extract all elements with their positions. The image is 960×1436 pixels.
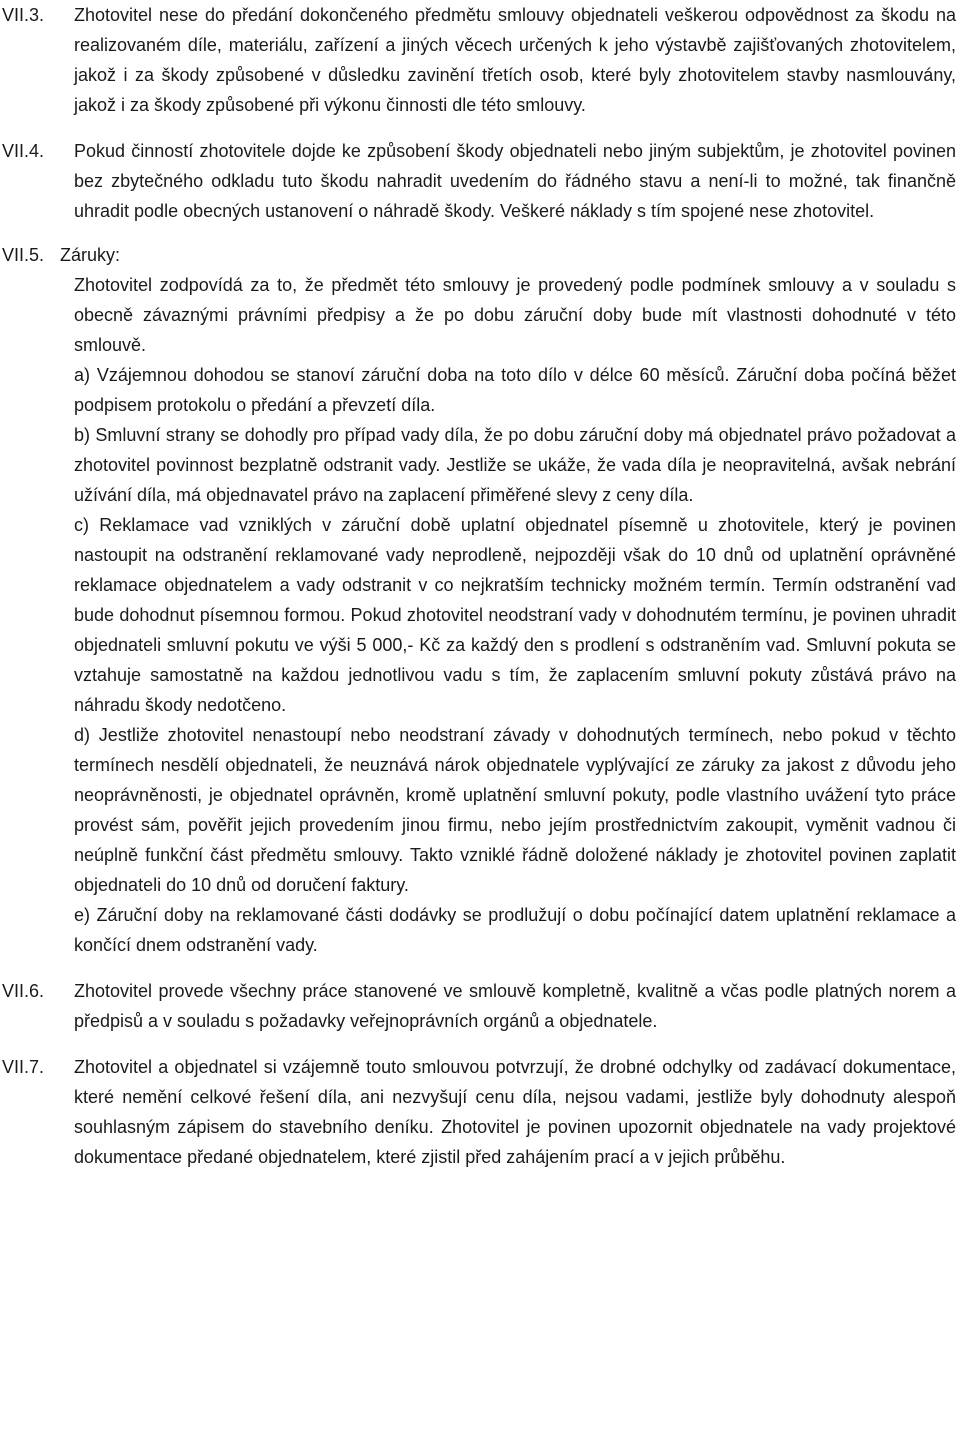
warranty-clause-a: a) Vzájemnou dohodou se stanoví záruční doba na toto dílo v délce 60 měsíců. Záruční doba počíná běžet podpisem protokolu o předání a převzetí díla.	[74, 365, 956, 415]
section-vii-4	[0, 136, 960, 226]
section-number: VII.4.	[2, 141, 45, 161]
section-number: VII.7.	[2, 1057, 45, 1077]
section-paragraph: Zhotovitel provede všechny práce stanovené ve smlouvě kompletně, kvalitně a včas podle platných norem a předpisů a v souladu s požadavky veřejnoprávních orgánů a objednatele.	[74, 981, 956, 1031]
warranty-clause-d: d) Jestliže zhotovitel nenastoupí nebo neodstraní závady v dohodnutých termínech, nebo pokud v těchto termínech nesdělí objednateli, že neuznává nárok objednatele vyplývající ze záruky za jakost z důvodu jeho neoprávněnosti, je objednatel oprávněn, kromě uplatnění smluvní pokuty, podle vlastního uvážení tyto práce provést sám, pověřit jejich provedením jinou firmu, nebo jejím prostřednictvím zakoupit, vyměnit vadnou či neúplně funkční část předmětu smlouvy. Takto vzniklé řádně doložené náklady je zhotovitel povinen zaplatit objednateli do 10 dnů od doručení faktury.	[74, 725, 956, 895]
section-vii-6	[0, 976, 960, 1036]
section-title: Záruky:	[60, 245, 121, 265]
section-number: VII.3.	[2, 5, 45, 25]
section-paragraph: Zhotovitel nese do předání dokončeného předmětu smlouvy objednateli veškerou odpovědnost za škodu na realizovaném díle, materiálu, zařízení a jiných věcech určených k jeho výstavbě zajišťovaných zhotovitelem, jakož i za škody způsobené v důsledku zavinění třetích osob, které byly zhotovitelem stavby nasmlouvány, jakož i za škody způsobené při výkonu činnosti dle této smlouvy.	[74, 5, 956, 115]
section-paragraph: Zhotovitel zodpovídá za to, že předmět této smlouvy je provedený podle podmínek smlouvy a v souladu s obecně závaznými právními předpisy a že po dobu záruční doby bude mít vlastnosti dohodnuté v této smlouvě.	[74, 275, 956, 355]
warranty-clause-c: c) Reklamace vad vzniklých v záruční době uplatní objednatel písemně u zhotovitele, který je povinen nastoupit na odstranění reklamované vady neprodleně, nejpozději však do 10 dnů od uplatnění oprávněné reklamace objednatelem a vady odstranit v co nejkratším technicky možném termín. Termín odstranění vad bude dohodnut písemnou formou. Pokud zhotovitel neodstraní vady v dohodnutém termínu, je povinen uhradit objednateli smluvní pokutu ve výši 5 000,- Kč za každý den s prodlení s odstraněním vad. Smluvní pokuta se vztahuje samostatně na každou jednotlivou vadu s tím, že zaplacením smluvní pokuty zůstává právo na náhradu škody nedotčeno.	[74, 515, 956, 715]
section-paragraph: Pokud činností zhotovitele dojde ke způsobení škody objednateli nebo jiným subjektům, je zhotovitel povinen bez zbytečného odkladu tuto škodu nahradit uvedením do řádného stavu a není-li to možné, tak finančně uhradit podle obecných ustanovení o náhradě škody. Veškeré náklady s tím spojené nese zhotovitel.	[74, 141, 956, 221]
section-number: VII.5.	[2, 245, 45, 265]
section-number: VII.6.	[2, 981, 45, 1001]
section-paragraph: Zhotovitel a objednatel si vzájemně touto smlouvou potvrzují, že drobné odchylky od zadávací dokumentace, které nemění celkové řešení díla, ani nezvyšují cenu díla, nejsou vadami, jestliže byly dohodnuty alespoň souhlasným zápisem do stavebního deníku. Zhotovitel je povinen upozornit objednatele na vady projektové dokumentace předané objednatelem, které zjistil před zahájením prací a v jejich průběhu.	[74, 1057, 956, 1167]
section-heading	[2, 240, 956, 270]
warranty-clause-b: b) Smluvní strany se dohodly pro případ vady díla, že po dobu záruční doby má objednatel právo požadovat a zhotovitel povinnost bezplatně odstranit vady. Jestliže se ukáže, že vada díla je neopravitelná, avšak nebrání užívání díla, má objednavatel právo na zaplacení přiměřené slevy z ceny díla.	[74, 425, 956, 505]
section-vii-7	[0, 1052, 960, 1172]
warranty-clause-e: e) Záruční doby na reklamované části dodávky se prodlužují o dobu počínající datem uplatnění reklamace a končící dnem odstranění vady.	[74, 905, 956, 955]
section-vii-5	[0, 240, 960, 960]
section-vii-3	[0, 0, 960, 120]
